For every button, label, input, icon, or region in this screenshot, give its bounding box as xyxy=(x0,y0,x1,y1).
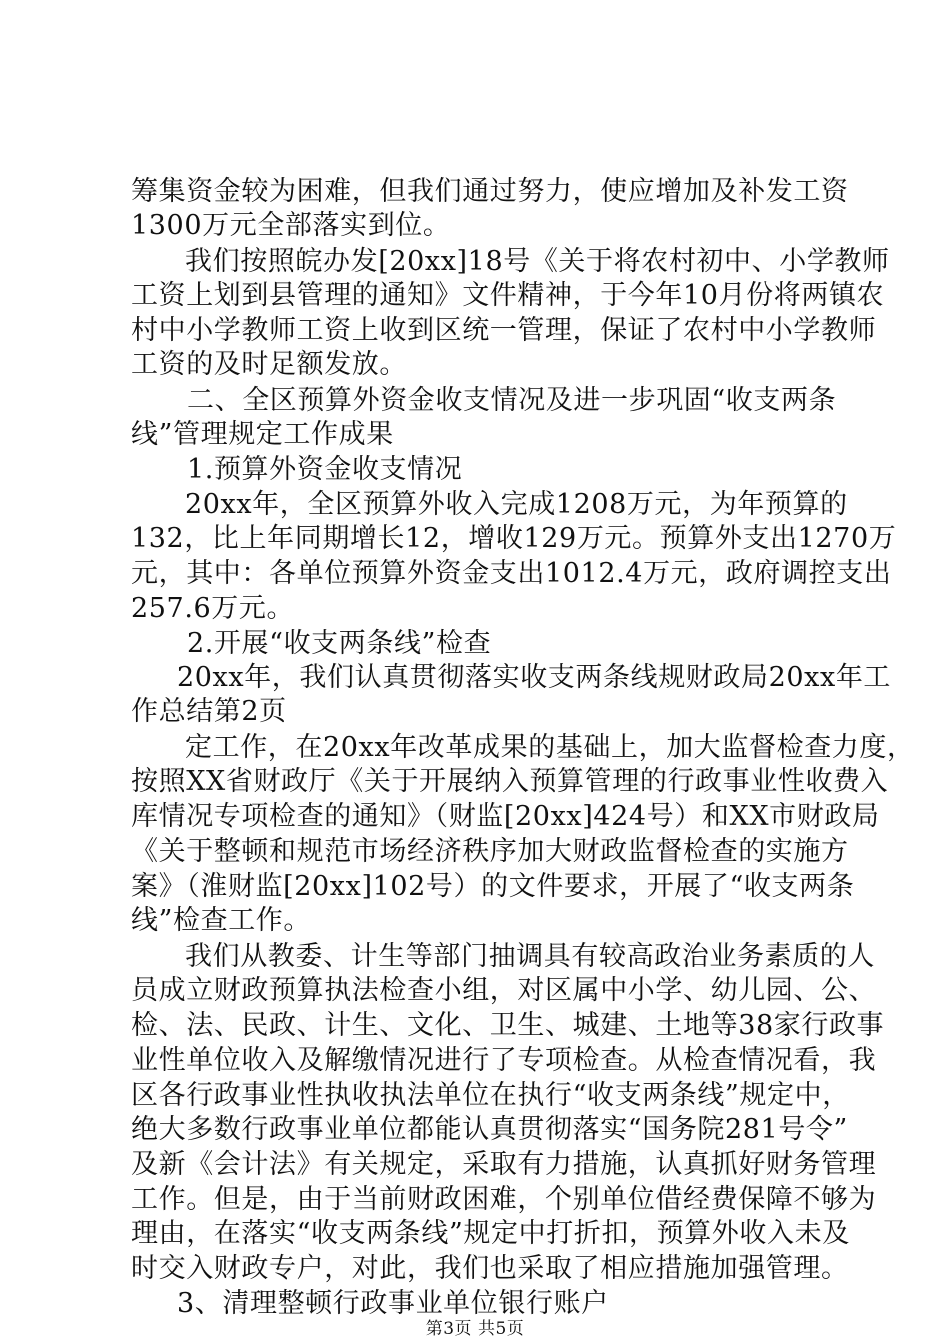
text-line: 业性单位收入及解缴情况进行了专项检查。从检查情况看，我 xyxy=(131,1045,877,1076)
subsection-heading: 3、清理整顿行政事业单位银行账户 xyxy=(177,1288,609,1319)
text-line: 257.6万元。 xyxy=(131,593,295,624)
text-line: 村中小学教师工资上收到区统一管理，保证了农村中小学教师 xyxy=(131,315,877,346)
text-line: 筹集资金较为困难，但我们通过努力，使应增加及补发工资 xyxy=(131,176,849,207)
section-heading: 二、全区预算外资金收支情况及进一步巩固“收支两条 xyxy=(187,385,837,416)
page-number: 第3页 共5页 xyxy=(425,1319,525,1339)
text-line: 及新《会计法》有关规定，采取有力措施，认真抓好财务管理 xyxy=(131,1149,877,1180)
text-line: 员成立财政预算执法检查小组，对区属中小学、幼儿园、公、 xyxy=(131,975,877,1006)
text-line: 库情况专项检查的通知》（财监[20xx]424号）和XX市财政局 xyxy=(131,801,880,832)
text-line: 案》（淮财监[20xx]102号）的文件要求，开展了“收支两条 xyxy=(131,871,855,902)
text-line: 1300万元全部落实到位。 xyxy=(131,210,451,241)
text-line: 《关于整顿和规范市场经济秩序加大财政监督检查的实施方 xyxy=(131,836,849,867)
text-line: 20xx年，我们认真贯彻落实收支两条线规财政局20xx年工 xyxy=(177,662,892,693)
text-line: 工资上划到县管理的通知》文件精神，于今年10月份将两镇农 xyxy=(131,280,885,311)
text-line: 20xx年，全区预算外收入完成1208万元，为年预算的 xyxy=(185,489,848,520)
text-line: 时交入财政专户，对此，我们也采取了相应措施加强管理。 xyxy=(131,1253,849,1284)
section-heading: 线”管理规定工作成果 xyxy=(131,419,394,450)
text-line: 绝大多数行政事业单位都能认真贯彻落实“国务院281号令” xyxy=(131,1114,848,1145)
subsection-heading: 1.预算外资金收支情况 xyxy=(187,454,463,485)
text-line: 工资的及时足额发放。 xyxy=(131,349,407,380)
text-line: 我们从教委、计生等部门抽调具有较高政治业务素质的人 xyxy=(185,941,875,972)
text-line: 线”检查工作。 xyxy=(131,905,312,936)
text-line: 区各行政事业性执收执法单位在执行“收支两条线”规定中， xyxy=(131,1080,850,1111)
text-line: 作总结第2页 xyxy=(131,696,287,727)
subsection-heading: 2.开展“收支两条线”检查 xyxy=(187,628,492,659)
text-line: 理由，在落实“收支两条线”规定中打折扣，预算外收入未及 xyxy=(131,1218,850,1249)
text-line: 我们按照皖办发[20xx]18号《关于将农村初中、小学教师 xyxy=(185,246,890,277)
text-line: 132，比上年同期增长12，增收129万元。预算外支出1270万 xyxy=(131,523,897,554)
text-line: 按照XX省财政厅《关于开展纳入预算管理的行政事业性收费入 xyxy=(131,766,889,797)
text-line: 检、法、民政、计生、文化、卫生、城建、土地等38家行政事 xyxy=(131,1010,885,1041)
text-line: 元，其中：各单位预算外资金支出1012.4万元，政府调控支出 xyxy=(131,558,892,589)
text-line: 定工作，在20xx年改革成果的基础上，加大监督检查力度， xyxy=(185,732,915,763)
text-line: 工作。但是，由于当前财政困难，个别单位借经费保障不够为 xyxy=(131,1184,877,1215)
